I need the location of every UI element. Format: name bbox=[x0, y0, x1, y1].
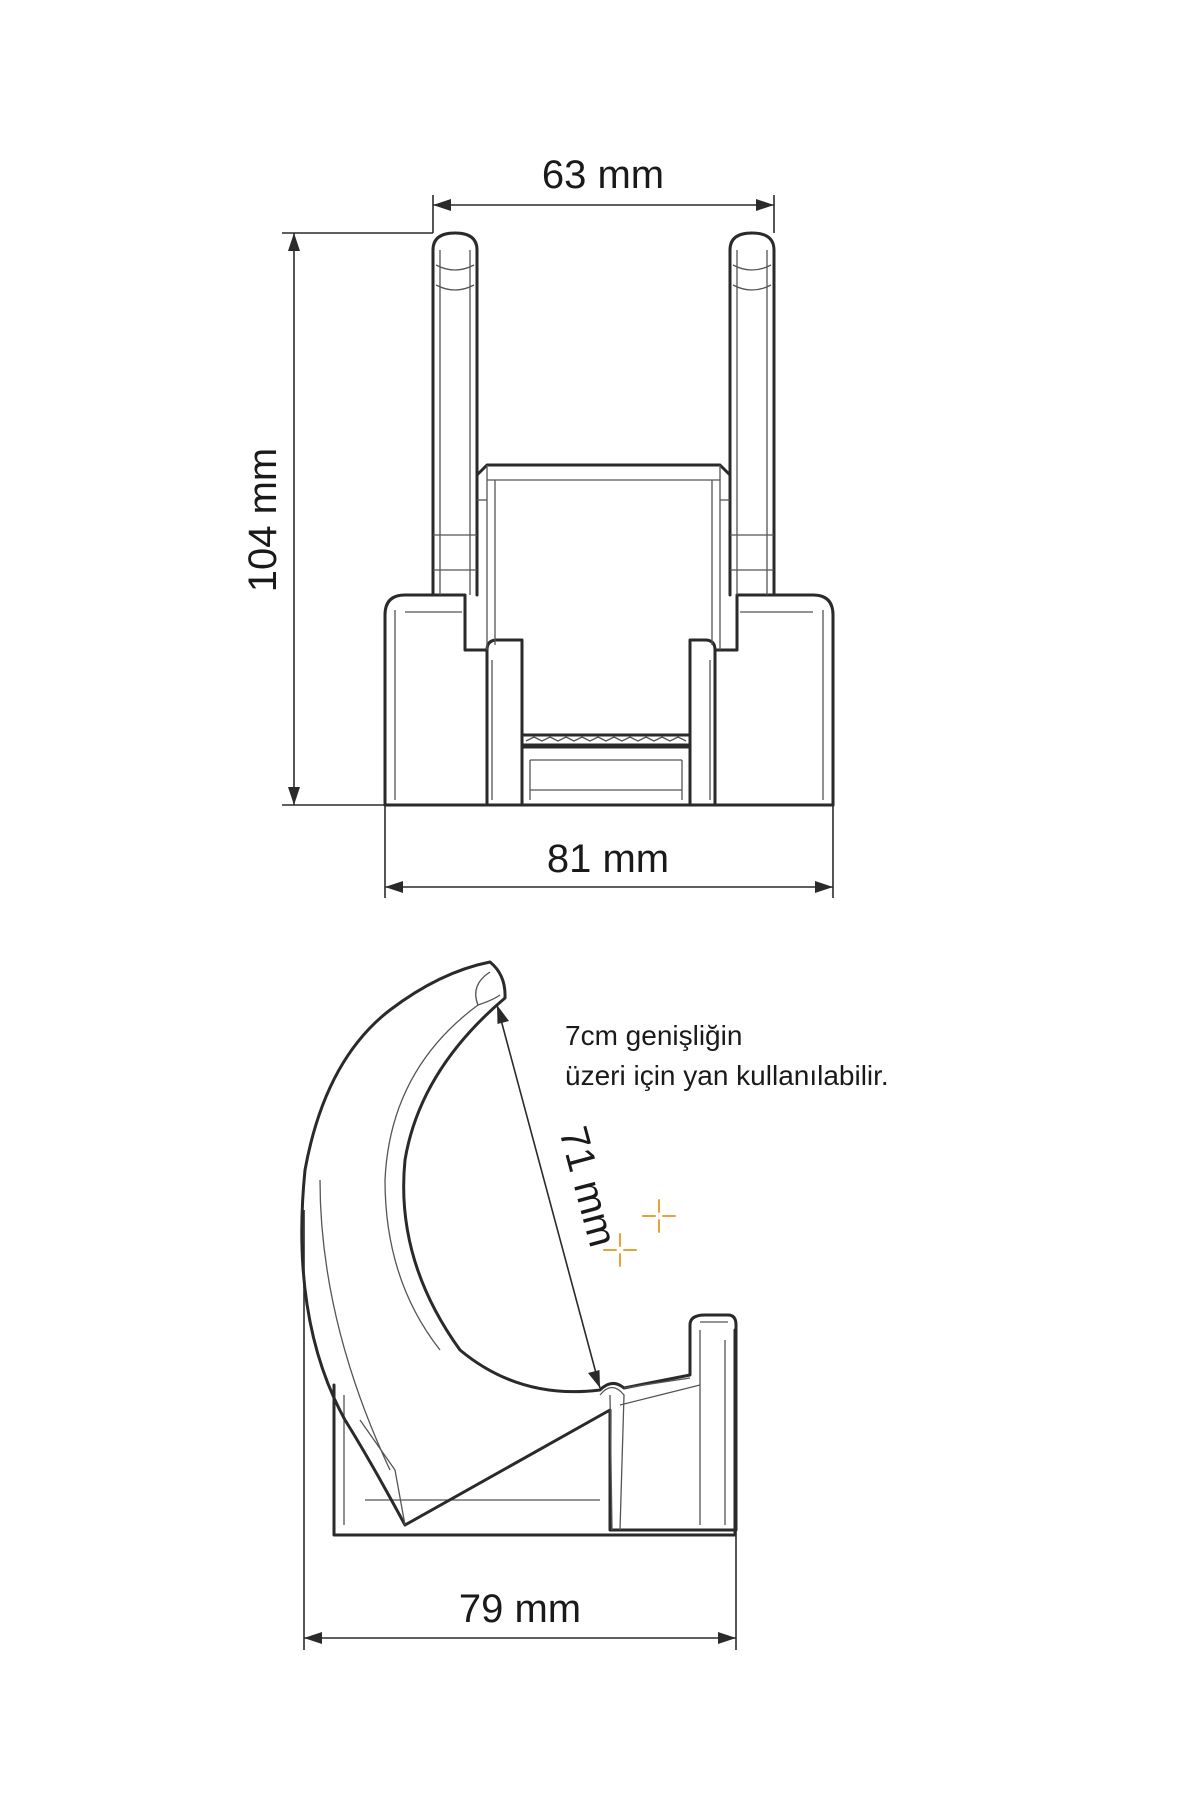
front-left-post bbox=[433, 233, 487, 595]
side-dim-bottom-label: 79 mm bbox=[458, 1587, 582, 1631]
side-view bbox=[302, 962, 889, 1650]
front-base bbox=[385, 595, 833, 805]
front-view bbox=[241, 153, 833, 898]
side-note-line1: 7cm genişliğin bbox=[565, 1020, 743, 1051]
side-note-line2: üzeri için yan kullanılabilir. bbox=[565, 1060, 889, 1091]
front-dim-bottom bbox=[385, 805, 833, 898]
side-dim-diagonal-label: 71 mm bbox=[550, 1121, 625, 1252]
front-dim-bottom-label: 81 mm bbox=[546, 837, 670, 881]
front-dim-height bbox=[241, 233, 433, 805]
side-dim-bottom bbox=[304, 1210, 736, 1650]
front-dim-height-label: 104 mm bbox=[241, 447, 285, 593]
front-right-post bbox=[720, 233, 774, 595]
front-dim-top bbox=[433, 153, 774, 233]
side-note bbox=[565, 1020, 889, 1091]
front-inner-panel bbox=[477, 465, 730, 650]
front-dim-top-label: 63 mm bbox=[541, 153, 665, 197]
